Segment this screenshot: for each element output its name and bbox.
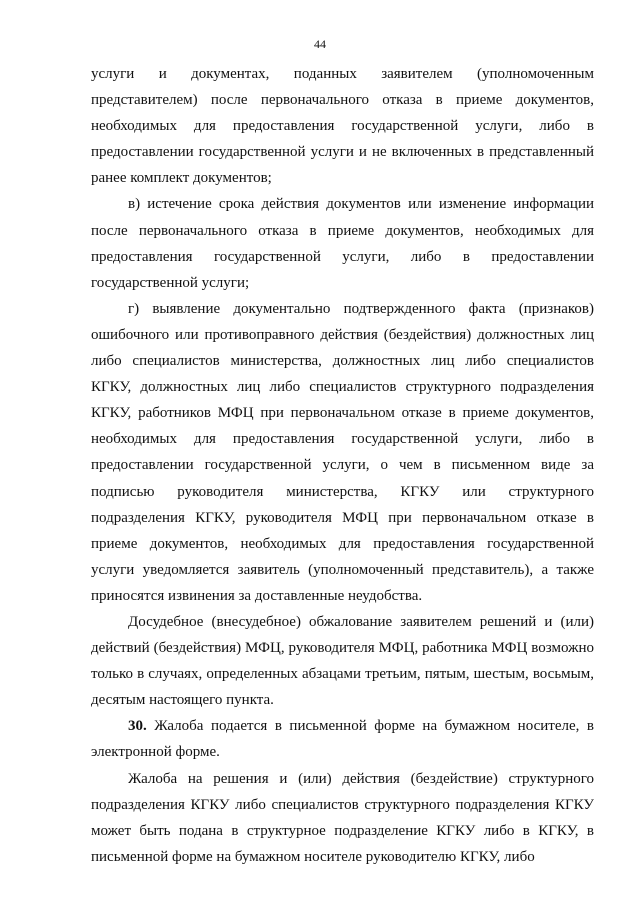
paragraph-complaint-submission: Жалоба на решения и (или) действия (бездействие) структурного подразделения КГКУ либо специалистов структурного подразделения КГКУ может быть подана в структурное подразделение КГКУ либо в КГКУ, в письменной форме на бумажном носителе руководителю КГКУ, либо <box>91 770 594 865</box>
paragraph-pretrial-appeal: Досудебное (внесудебное) обжалование заявителем решений и (или) действий (бездействия) МФЦ, руководителя МФЦ, работника МФЦ возможно только в случаях, определенных абзацами третьим, пятым, шестым, восьмым, десятым настоящего пункта. <box>91 613 594 709</box>
paragraph-item-v: в) истечение срока действия документов или изменение информации после первоначального отказа в приеме документов, необходимых для предоставления государственной услуги, либо в предоставлении государственной услуги; <box>91 196 594 291</box>
paragraph-item-g: г) выявление документально подтвержденного факта (признаков) ошибочного или противоправного действия (бездействия) должностных лиц либо специалистов министерства, должностных лиц либо специалистов КГКУ, должностных лиц либо специалистов структурного подразделения КГКУ, работников МФЦ при первоначальном отказе в приеме документов, необходимых для предоставления государственной услуги, либо в предоставлении государственной услуги, о чем в письменном виде за подписью руководителя министерства, КГКУ или структурного подразделения КГКУ, руководителя МФЦ при первоначальном отказе в приеме документов, необходимых для предоставления государственной услуги уведомляется заявитель (уполномоченный представитель), а также приносятся извинения за доставленные неудобства. <box>91 300 594 604</box>
page-number: 44 <box>314 37 326 51</box>
paragraph-continuation: услуги и документах, поданных заявителем (уполномоченным представителем) после первоначального отказа в приеме документов, необходимых для предоставления государственной услуги, либо в предоставлении государственной услуги и не включенных в представленный ранее комплект документов; <box>91 66 594 187</box>
document-body <box>91 61 594 870</box>
item-number: 30. <box>128 718 147 735</box>
paragraph-item-30 <box>91 713 594 765</box>
item-30-text: Жалоба подается в письменной форме на бумажном носителе, в электронной форме. <box>91 718 594 761</box>
